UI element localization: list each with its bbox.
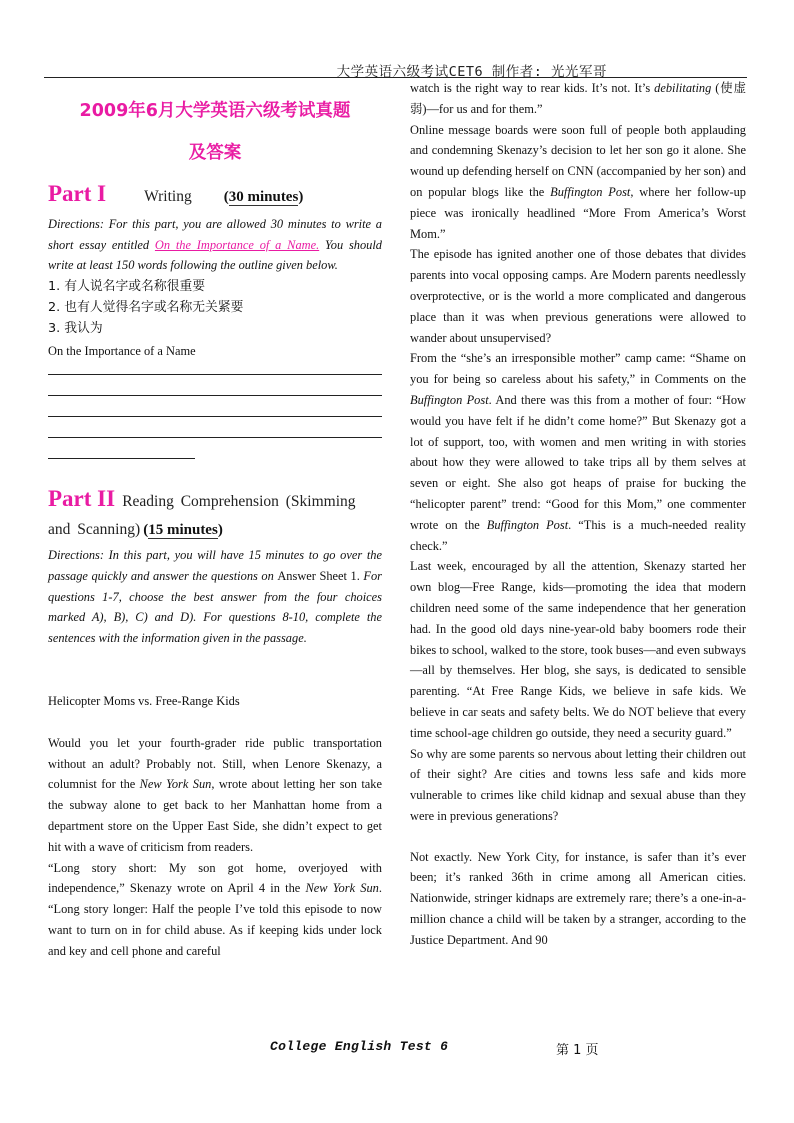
paragraph-text: Online message boards were soon full of people both applauding and condemning Skenazy’s decision to let her son go it alone. She wound up defending herself on CNN (accompanied by her son) and on popular blogs like the [410,122,746,199]
part2-directions-text-b: For questions 1-7, choose the best answer from the four choices marked A), B), C) and D). For questions 8-10, complete the sentences with the information given in the passage. [48,568,382,646]
paragraph-text: . And there was this from a mother of four: “How would you have felt if he didn’t come home?” But Skenazy got a lot of support, too, with women and men writing in with stories about how they were allowed to take trips all by them selves at seven or eight. She also got heaps of praise for bucking the “helicopter parent” trend: “Good for this Mom,” one commenter wrote on the [410,392,747,532]
passage-paragraph: Last week, encouraged by all the attention, Skenazy started her own blog—Free Range, kids—promoting the idea that modern children need some of the same independence that her generation had. In the good old days nine-year-old baby boomers rode their bikes to school, walked to the store, took buses—and even subways—all by themselves. Her blog, she says, is dedicated to sensible parenting. “At Free Range Kids, we believe in safe kids. We believe in car seats and safety belts. We do NOT believe that every time school-age children go outside, they need a security guard.” [410,559,746,740]
part2-time-value: 15 minutes [148,521,218,538]
part1-directions [48,214,382,276]
paragraph-text: watch is the right way to rear kids. It’s not. It’s [410,81,655,95]
writing-line [48,458,195,459]
part1-label: Part I [48,181,107,206]
passage-paragraph [410,348,746,556]
header-text: 大学英语六级考试CET6 制作者: 光光军哥 [336,64,607,80]
right-column [410,78,746,951]
outline-item-3: 3. 我认为 [48,321,103,337]
left-column [48,84,382,962]
part1-directions-text-b: You should write at least 150 words following the outline given below. [48,237,382,273]
footer-page-number: 第 1 页 [556,1043,599,1058]
outline-item-2: 2. 也有人觉得名字或名称无关紧要 [48,300,244,316]
part2-time: (15 minutes) [143,521,223,538]
essay-title-link[interactable]: On the Importance of a Name. [154,237,320,252]
paragraph-text: , wrote about letting her son take the subway alone to get back to her Manhattan home from a department store on the Upper East Side, she didn’t expect to get hit with a wave of criticism from readers. [48,777,382,854]
part2-directions-text-a: Directions: In this part, you will have 15 minutes to go over the passage quickly and answer the questions on [48,547,382,583]
paragraph-text: , where her follow-up piece was ironically headlined “More From America’s Worst Mom.” [410,184,746,241]
exam-title-line1: 2009年6月大学英语六级考试真题 [79,101,351,121]
part2-name: Reading Comprehension (Skimming and Scanning) [48,492,356,538]
paragraph-text: Would you let your fourth-grader ride public transportation without an adult? Probably not. Still, when Lenore Skenazy, a columnist for the [48,735,382,792]
passage-paragraph: The episode has ignited another one of those debates that divides parents into vocal opposing camps. Are Modern parents needlessly overprotective, or is the world a more complicated and dangerous place than it was when previous generations were allowed to wander about unsupervised? [410,247,746,345]
writing-line [48,395,382,396]
paragraph-text: (使虚弱)—for us and for them.” [410,81,746,116]
paragraph-italic: Buffington Post [550,184,631,199]
part1-name: Writing [144,188,192,205]
page-header [44,58,747,78]
passage-paragraph: So why are some parents so nervous about letting their children out of their sight? Are cities and towns less safe and kids more vulnerable to crimes like child kidnap and sexual abuse than they were in previous generations? [410,746,746,823]
passage-paragraph [410,120,746,245]
answer-sheet-ref: Answer Sheet 1. [277,568,360,583]
part1-heading [48,181,382,208]
paragraph-text: “Long story short: My son got home, overjoyed with independence,” Skenazy wrote on April 4 in the [48,860,382,896]
paragraph-italic: Buffington Post [410,392,489,407]
writing-line [48,374,382,375]
paragraph-text: . “This is a much-needed reality check.” [410,517,746,553]
part2-directions [48,545,382,649]
part1-time: (30 minutes) [223,189,304,205]
paragraph-italic: New York Sun [139,777,212,792]
exam-title-line2: 及答案 [188,143,242,163]
passage-paragraph: Not exactly. New York City, for instance, is safer than it’s ever been; it’s ranked 36th in crime among all American cities. Nationwide, stringer kidnaps are extremely rare; there’s a one-in-a-million chance a child will be taken by a stranger, according to the Justice Department. And 90 [410,849,746,947]
part2-label: Part II [48,485,116,511]
paragraph-italic: Buffington Post [486,517,569,532]
writing-line [48,437,382,438]
passage-title: Helicopter Moms vs. Free-Range Kids [48,693,240,708]
outline-item-1: 1. 有人说名字或名称很重要 [48,279,206,295]
passage-paragraph [48,733,382,858]
paragraph-text: From the “she’s an irresponsible mother” camp came: “Shame on you for being so careless about his safety,” in Comments on the [410,351,746,387]
paragraph-italic: debilitating [654,81,712,95]
footer-test-name: College English Test 6 [270,1039,449,1054]
passage-paragraph [410,78,746,120]
part1-directions-text-a: Directions: For this part, you are allowed 30 minutes to write a short essay entitled [48,216,382,252]
paragraph-text: . “Long story longer: Half the people I’ve told this episode to now want to turn on in for child abuse. As if keeping kids under lock and key and cell phone and careful [48,881,382,958]
part1-time-value: 30 minutes [228,189,299,205]
paragraph-italic: New York Sun [305,881,379,896]
essay-heading: On the Importance of a Name [48,344,196,359]
writing-line [48,416,382,417]
passage-paragraph [48,858,382,962]
part2-heading [48,485,382,544]
